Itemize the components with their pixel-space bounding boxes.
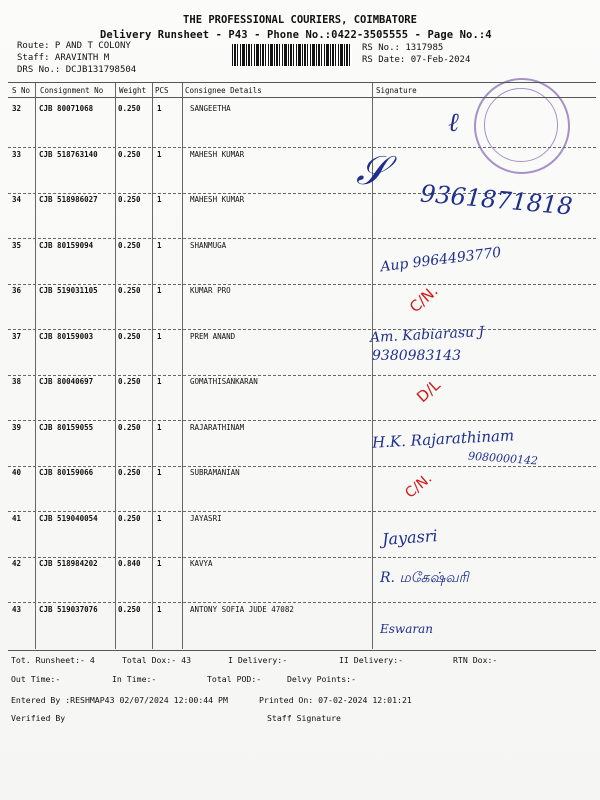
rs-date: RS Date: 07-Feb-2024 <box>362 55 471 65</box>
cell-sno: 33 <box>12 149 22 159</box>
row-divider <box>8 284 596 285</box>
column-divider <box>182 83 183 649</box>
column-divider <box>152 83 153 649</box>
cell-consignment-no: CJB 80071068 <box>39 104 94 113</box>
verified-by: Verified By <box>11 713 66 723</box>
rs-number: RS No.: 1317985 <box>362 43 444 53</box>
cell-consignee: KUMAR PRO <box>190 286 231 295</box>
cell-consignee: SANGEETHA <box>190 104 231 113</box>
header-weight: Weight <box>119 86 147 95</box>
out-time: Out Time:- <box>11 674 61 684</box>
cell-pcs: 1 <box>157 559 162 568</box>
i-delivery: I Delivery:- <box>228 655 288 665</box>
cn-mark-36: C/N. <box>406 281 442 317</box>
cell-sno: 34 <box>12 195 22 204</box>
cell-consignee: SHANMUGA <box>190 240 227 250</box>
handwritten-phone-39: 9080000142 <box>467 449 539 468</box>
cell-consignee: ANTONY SOFIA JUDE 47082 <box>190 604 294 614</box>
signature-35: Aup 9964493770 <box>379 244 503 276</box>
cell-consignment-no: CJB 80159055 <box>39 422 94 432</box>
cell-weight: 0.250 <box>118 195 141 204</box>
staff-signature: Staff Signature <box>267 713 341 723</box>
row-divider <box>8 602 596 603</box>
cell-weight: 0.250 <box>118 377 141 386</box>
delivery-points: Delvy Points:- <box>287 674 357 684</box>
cell-sno: 40 <box>12 468 22 477</box>
cell-consignee: MAHESH KUMAR <box>190 149 245 159</box>
row-divider <box>8 329 596 330</box>
cell-pcs: 1 <box>157 331 162 341</box>
table-header-rule <box>8 97 596 98</box>
cell-consignment-no: CJB 80040697 <box>39 377 94 386</box>
cell-consignment-no: CJB 80159003 <box>39 331 94 341</box>
total-dox: Total Dox:- 43 <box>122 655 192 665</box>
handwritten-phone-33: 9361871818 <box>419 179 574 221</box>
cell-pcs: 1 <box>157 104 162 113</box>
header-pcs: PCS <box>155 86 169 95</box>
cell-pcs: 1 <box>157 195 162 204</box>
cell-weight: 0.250 <box>118 468 141 477</box>
cell-sno: 36 <box>12 286 22 295</box>
cell-weight: 0.840 <box>118 559 141 568</box>
cell-weight: 0.250 <box>118 149 141 159</box>
header-signature: Signature <box>376 86 417 95</box>
signature-43: Eswaran <box>380 622 433 636</box>
cell-pcs: 1 <box>157 286 162 295</box>
cell-consignment-no: CJB 519040054 <box>39 513 98 523</box>
cell-pcs: 1 <box>157 468 162 477</box>
cell-pcs: 1 <box>157 604 162 614</box>
header-consignment: Consignment No <box>40 86 104 95</box>
handwritten-phone-37: 9380983143 <box>372 348 462 364</box>
staff-label: Staff: ARAVINTH M <box>17 53 110 63</box>
route-label: Route: P AND T COLONY <box>17 41 131 51</box>
cell-consignee: KAVYA <box>190 559 213 568</box>
drs-number: DRS No.: DCJB131798504 <box>17 65 137 75</box>
row-divider <box>8 511 596 512</box>
signature-37: Am. Kabiarasu J <box>369 324 485 346</box>
column-divider <box>115 83 116 649</box>
cell-consignee: RAJARATHINAM <box>190 422 245 432</box>
row-divider <box>8 557 596 558</box>
row-divider <box>8 420 596 421</box>
signature-41: Jayasri <box>381 526 439 549</box>
table-bottom-rule <box>8 650 596 651</box>
cell-consignee: MAHESH KUMAR <box>190 195 245 204</box>
cell-pcs: 1 <box>157 422 162 432</box>
cell-sno: 39 <box>12 422 22 432</box>
cn-mark-40: C/N. <box>402 470 436 502</box>
barcode <box>232 44 352 66</box>
cell-consignment-no: CJB 518984202 <box>39 559 98 568</box>
signature-42: R. மகேஷ்வரி <box>380 570 469 586</box>
row-divider <box>8 466 596 467</box>
in-time: In Time:- <box>112 674 157 684</box>
row-divider <box>8 375 596 376</box>
company-title: THE PROFESSIONAL COURIERS, COIMBATORE <box>183 14 417 26</box>
cell-sno: 41 <box>12 513 22 523</box>
cell-pcs: 1 <box>157 377 162 386</box>
cell-consignment-no: CJB 80159094 <box>39 240 94 250</box>
cell-consignment-no: CJB 518986027 <box>39 195 98 204</box>
cell-consignment-no: CJB 518763140 <box>39 149 98 159</box>
cell-consignment-no: CJB 80159066 <box>39 468 94 477</box>
cell-sno: 43 <box>12 604 22 614</box>
cell-consignee: SUBRAMANIAN <box>190 468 240 477</box>
runsheet-subtitle: Delivery Runsheet - P43 - Phone No.:0422-3505555 - Page No.:4 <box>100 29 492 41</box>
row-divider <box>8 147 596 148</box>
total-pod: Total POD:- <box>207 674 262 684</box>
dl-mark-38: D/L <box>413 375 444 407</box>
entered-by: Entered By :RESHMAP43 02/07/2024 12:00:44 PM <box>11 695 228 705</box>
cell-consignment-no: CJB 519031105 <box>39 286 98 295</box>
cell-sno: 38 <box>12 377 22 386</box>
cell-sno: 37 <box>12 331 22 341</box>
cell-consignee: GOMATHISANKARAN <box>190 377 258 386</box>
cell-weight: 0.250 <box>118 422 141 432</box>
cell-weight: 0.250 <box>118 331 141 341</box>
total-runsheet: Tot. Runsheet:- 4 <box>11 655 95 665</box>
cell-weight: 0.250 <box>118 104 141 113</box>
cell-consignment-no: CJB 519037076 <box>39 604 98 614</box>
signature-33: 𝒮 <box>356 148 387 194</box>
header-sno: S No <box>12 86 31 95</box>
signature-39: H.K. Rajarathinam <box>371 426 515 452</box>
cell-pcs: 1 <box>157 240 162 250</box>
cell-sno: 32 <box>12 104 22 113</box>
row-divider <box>8 238 596 239</box>
cell-weight: 0.250 <box>118 513 141 523</box>
signature-32: ℓ <box>448 108 459 138</box>
cell-consignee: JAYASRI <box>190 513 222 523</box>
cell-weight: 0.250 <box>118 604 141 614</box>
table-top-rule <box>8 82 596 83</box>
printed-on: Printed On: 07-02-2024 12:01:21 <box>259 695 412 705</box>
cell-consignee: PREM ANAND <box>190 331 236 341</box>
cell-pcs: 1 <box>157 149 162 159</box>
ii-delivery: II Delivery:- <box>339 655 404 665</box>
column-divider <box>35 83 36 649</box>
header-consignee: Consignee Details <box>185 86 262 95</box>
rtn-dox: RTN Dox:- <box>453 655 498 665</box>
cell-sno: 35 <box>12 240 22 250</box>
company-stamp <box>474 78 570 174</box>
cell-weight: 0.250 <box>118 240 141 250</box>
cell-pcs: 1 <box>157 513 162 523</box>
cell-sno: 42 <box>12 559 22 568</box>
cell-weight: 0.250 <box>118 286 141 295</box>
